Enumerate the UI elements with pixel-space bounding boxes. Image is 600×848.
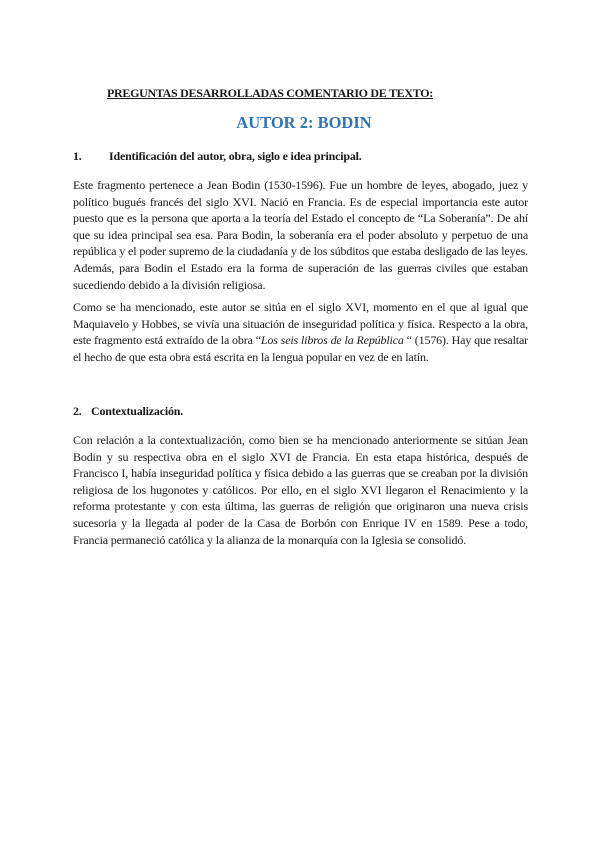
paragraph-contexto: Con relación a la contextualización, como bien se ha mencionado anteriormente se sitúan Jean Bodin y su respectiva obra en el siglo XVI de Francia. En esta etapa histórica, después de Francisco I, había inseguridad política y física debido a las guerras que se creaban por la división religiosa de los hugonotes y católicos. Por ello, en el siglo XVI llegaron el Renacimiento y la reforma protestante y con esta última, las guerras de religión que originaron una nueva crisis sucesoria y la llegada al poder de la Casa de Borbón con Enrique IV en 1589. Pese a todo, Francia permaneció católica y la alianza de la monarquía con la Iglesia se consolidó.: [73, 433, 528, 547]
section-heading-text: Contextualización.: [91, 404, 184, 418]
section-heading-contextualizacion: [73, 404, 183, 419]
work-title: Los seis libros de la República: [260, 333, 404, 348]
paragraph-obra-text-before: Como se ha mencionado, este autor se sitúa en el siglo XVI, momento en el que al igual que Maquiavelo y Hobbes, se vivía una situación de inseguridad política y física. Respecto a la obra, este fragmento está extraído de la obra “: [73, 300, 528, 348]
paragraph-obra-text-after: “ (1576). Hay que resaltar el hecho de que esta obra está escrita en la lengua popular en vez de en latín.: [73, 333, 528, 364]
paragraph-obra: [73, 299, 528, 365]
section-number: 2.: [73, 404, 82, 418]
section-number: 1.: [73, 149, 82, 163]
section-heading-identificacion: [73, 149, 362, 164]
document-title: PREGUNTAS DESARROLLADAS COMENTARIO DE TEXTO:: [107, 86, 433, 100]
paragraph-autor: Este fragmento pertenece a Jean Bodin (1530-1596). Fue un hombre de leyes, abogado, juez y político bugués francés del siglo XVI. Nació en Francia. Es de especial importancia este autor puesto que es la persona que aporta a la teoría del Estado el concepto de “La Soberanía”. De ahí que su idea principal sea esa. Para Bodin, la soberanía era el poder absoluto y perpetuo de una república y el poder supremo de la ciudadanía y de los súbditos que estaba desligado de las leyes. Además, para Bodin el Estado era la forma de superación de las guerras civiles que estaban sucediendo debido a la división religiosa.: [73, 178, 528, 292]
author-heading: AUTOR 2: BODIN: [236, 113, 372, 132]
section-heading-text: Identificación del autor, obra, siglo e idea principal.: [109, 149, 362, 163]
